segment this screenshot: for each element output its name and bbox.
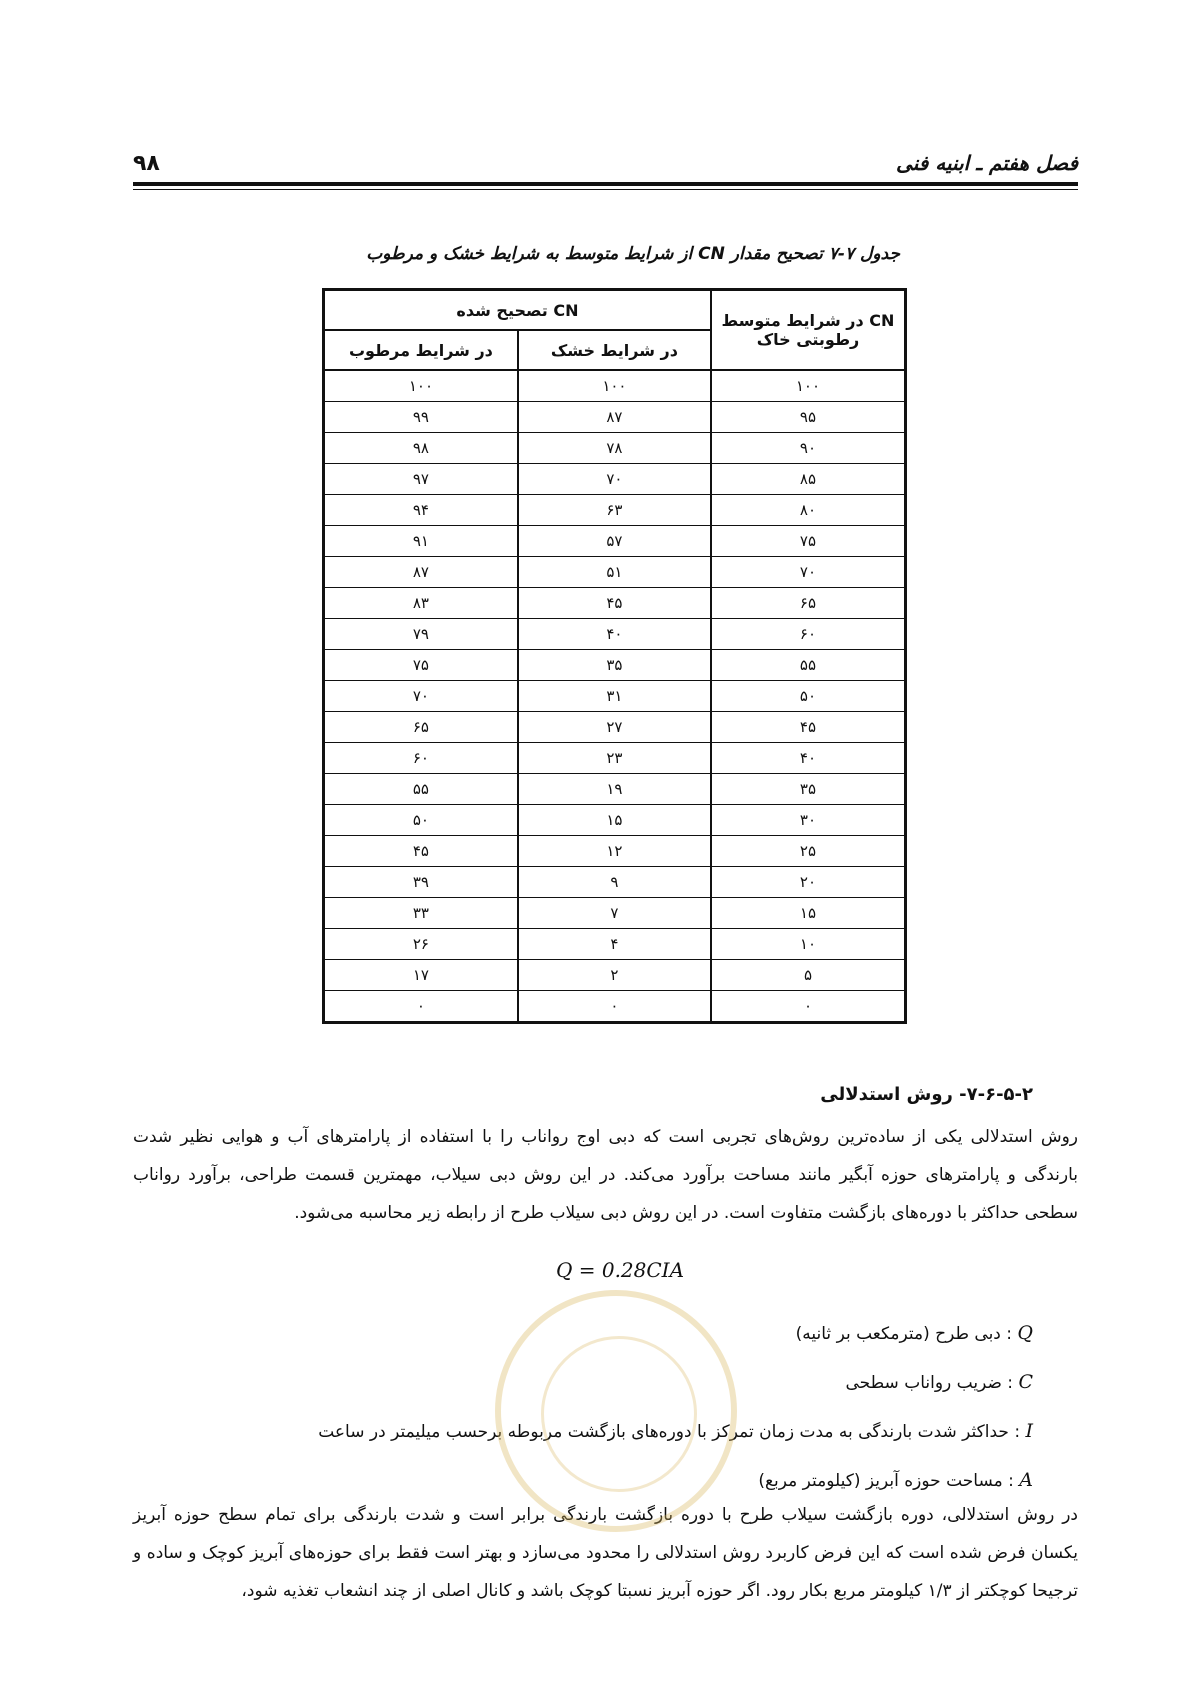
header-dry: در شرایط خشک (518, 330, 711, 370)
variable-symbol: A (1019, 1469, 1033, 1491)
table-row (324, 805, 906, 836)
cell-avg: ۳۰ (711, 805, 906, 836)
formula: Q = 0.28CIA (555, 1258, 685, 1282)
section-heading: ۷-۶-۵-۲- روش استدلالی (820, 1084, 1033, 1105)
table-row (324, 960, 906, 991)
cell-dry: ۲۷ (518, 712, 711, 743)
cell-wet: ۹۹ (324, 402, 518, 433)
variable-symbol: C (1018, 1371, 1033, 1393)
table-row (324, 526, 906, 557)
paragraph-assumption: در روش استدلالی، دوره بازگشت سیلاب طرح با دوره بازگشت بارندگی برابر است و شدت بارندگی برای تمام سطح حوزه آبریز یکسان فرض شده است که این فرض کاربرد روش استدلالی را محدود می‌سازد و بهتر است فقط برای حوزه‌های آبریز کوچک و ساده و ترجیحا کوچکتر از ۱/۳ کیلومتر مربع بکار رود. اگر حوزه آبریز نسبتا کوچک باشد و کانال اصلی از چند انشعاب تغذیه شود، (133, 1505, 1078, 1601)
table-row (324, 433, 906, 464)
table-row (324, 836, 906, 867)
cell-dry: ۶۳ (518, 495, 711, 526)
variable-description: : حداکثر شدت بارندگی به مدت زمان تمرکز با دوره‌های بازگشت مربوطه برحسب میلیمتر در ساعت (318, 1422, 1021, 1442)
table-row (324, 588, 906, 619)
cell-wet: ۸۳ (324, 588, 518, 619)
page-number: ۹۸ (133, 150, 160, 176)
table-row (324, 929, 906, 960)
cell-dry: ۱۵ (518, 805, 711, 836)
cell-avg: ۰ (711, 991, 906, 1023)
cell-wet: ۶۵ (324, 712, 518, 743)
cell-dry: ۴۵ (518, 588, 711, 619)
table-row (324, 898, 906, 929)
cell-wet: ۹۸ (324, 433, 518, 464)
header-corrected: CN تصحیح شده (324, 290, 711, 331)
table-caption: جدول ۷-۷ تصحیح مقدار CN از شرایط متوسط به شرایط خشک و مرطوب (366, 244, 900, 264)
table-row (324, 650, 906, 681)
cell-avg: ۹۰ (711, 433, 906, 464)
cell-wet: ۱۰۰ (324, 370, 518, 402)
cell-dry: ۱۰۰ (518, 370, 711, 402)
cell-wet: ۴۵ (324, 836, 518, 867)
table-row (324, 495, 906, 526)
cell-avg: ۸۰ (711, 495, 906, 526)
cell-wet: ۵۰ (324, 805, 518, 836)
cell-avg: ۲۰ (711, 867, 906, 898)
cell-dry: ۴ (518, 929, 711, 960)
cell-avg: ۸۵ (711, 464, 906, 495)
cell-avg: ۴۵ (711, 712, 906, 743)
cell-dry: ۷ (518, 898, 711, 929)
cell-avg: ۱۵ (711, 898, 906, 929)
cell-dry: ۱۹ (518, 774, 711, 805)
table-row (324, 743, 906, 774)
cell-avg: ۱۰ (711, 929, 906, 960)
cell-avg: ۶۰ (711, 619, 906, 650)
table-body (324, 370, 906, 1023)
cell-dry: ۲ (518, 960, 711, 991)
cell-wet: ۲۶ (324, 929, 518, 960)
cell-wet: ۰ (324, 991, 518, 1023)
variable-symbol: Q (1017, 1322, 1033, 1344)
cell-avg: ۲۵ (711, 836, 906, 867)
cell-avg: ۳۵ (711, 774, 906, 805)
table-row (324, 402, 906, 433)
cell-wet: ۳۹ (324, 867, 518, 898)
chapter-title: فصل هفتم ـ ابنیه فنی (896, 151, 1078, 175)
variable-symbol: I (1025, 1420, 1033, 1442)
cell-avg: ۵ (711, 960, 906, 991)
cell-wet: ۵۵ (324, 774, 518, 805)
header-avg: CN در شرایط متوسط رطوبتی خاک (711, 290, 906, 371)
cell-dry: ۸۷ (518, 402, 711, 433)
table-row (324, 712, 906, 743)
variable-line (133, 1469, 1033, 1491)
cell-avg: ۹۵ (711, 402, 906, 433)
cell-avg: ۵۰ (711, 681, 906, 712)
cell-avg: ۵۵ (711, 650, 906, 681)
cell-dry: ۷۸ (518, 433, 711, 464)
cell-avg: ۷۵ (711, 526, 906, 557)
variable-description: : دبی طرح (مترمکعب بر ثانیه) (795, 1324, 1013, 1344)
cell-avg: ۴۰ (711, 743, 906, 774)
table-row (324, 991, 906, 1023)
cell-dry: ۲۳ (518, 743, 711, 774)
table-row (324, 774, 906, 805)
cell-dry: ۱۲ (518, 836, 711, 867)
cell-dry: ۵۷ (518, 526, 711, 557)
table-row (324, 557, 906, 588)
cell-dry: ۰ (518, 991, 711, 1023)
cell-wet: ۷۹ (324, 619, 518, 650)
cell-wet: ۹۷ (324, 464, 518, 495)
cell-dry: ۳۱ (518, 681, 711, 712)
cell-avg: ۷۰ (711, 557, 906, 588)
table-row (324, 867, 906, 898)
cell-wet: ۷۰ (324, 681, 518, 712)
variable-line (133, 1420, 1033, 1442)
cell-wet: ۹۴ (324, 495, 518, 526)
cell-wet: ۶۰ (324, 743, 518, 774)
variable-description: : مساحت حوزه آبریز (کیلومتر مربع) (758, 1471, 1014, 1491)
table-row (324, 464, 906, 495)
table-row (324, 370, 906, 402)
paragraph-intro: روش استدلالی یکی از ساده‌ترین روش‌های تجربی است که دبی اوج رواناب را با استفاده از پارامترهای آب و هوایی نظیر شدت بارندگی و پارامترهای حوزه آبگیر مانند مساحت برآورد می‌کند. در این روش دبی سیلاب، مهمترین قسمت طراحی، برآورد رواناب سطحی حداکثر با دوره‌های بازگشت متفاوت است. در این روش دبی سیلاب طرح از رابطه زیر محاسبه می‌شود. (133, 1127, 1078, 1223)
cell-avg: ۶۵ (711, 588, 906, 619)
cell-wet: ۹۱ (324, 526, 518, 557)
cell-dry: ۵۱ (518, 557, 711, 588)
cell-wet: ۱۷ (324, 960, 518, 991)
cell-dry: ۳۵ (518, 650, 711, 681)
cell-wet: ۳۳ (324, 898, 518, 929)
variable-line (133, 1322, 1033, 1344)
cell-dry: ۴۰ (518, 619, 711, 650)
variable-description: : ضریب رواناب سطحی (845, 1373, 1014, 1393)
cell-wet: ۸۷ (324, 557, 518, 588)
header-wet: در شرایط مرطوب (324, 330, 518, 370)
page-header (133, 140, 1078, 186)
header-rule (133, 182, 1078, 186)
variable-line (133, 1371, 1033, 1393)
cell-dry: ۷۰ (518, 464, 711, 495)
table-row (324, 681, 906, 712)
cell-avg: ۱۰۰ (711, 370, 906, 402)
table-row (324, 619, 906, 650)
cn-correction-table (322, 288, 907, 1024)
cell-dry: ۹ (518, 867, 711, 898)
cell-wet: ۷۵ (324, 650, 518, 681)
header-rule-thin (133, 189, 1078, 190)
